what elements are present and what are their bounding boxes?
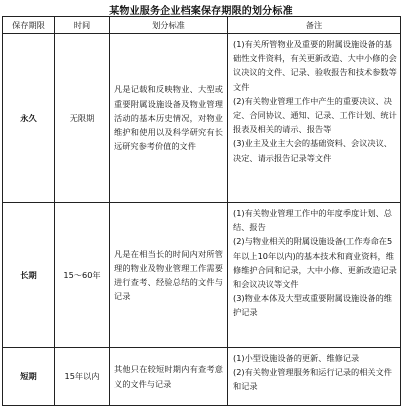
note-item: (1)有关物业管理工作中的年度季度计划、总结、报告 <box>233 208 392 233</box>
time-cell: 15年以内 <box>55 348 110 406</box>
header-time: 时间 <box>55 17 110 34</box>
note-item: (2)有关物业管理工作中产生的重要决议、决定、合同协议、通知、记录、工作计划、统计报表及相关的请示、报告等 <box>233 95 397 135</box>
period-cell: 短期 <box>3 348 55 406</box>
period-cell: 长期 <box>3 203 55 348</box>
period-cell: 永久 <box>3 34 55 203</box>
time-cell: 15～60年 <box>55 203 110 348</box>
time-cell: 无限期 <box>55 34 110 203</box>
note-item: (2)与物业相关的附属设施设备(工作寿命在5年以上10年以内)的基本技术和商业资料，维修维护合同和记录，大中小修、更新改造记录和会议决议等文件 <box>233 236 397 290</box>
page-title: 某物业服务企业档案保存期限的划分标准 <box>109 6 293 17</box>
standard-cell: 凡是记载和反映物业、大型或重要附属设施设备及物业管理活动的基本历史情况，对物业维护和使用以及科学研究有长远研究参考价值的文件 <box>110 34 228 203</box>
standard-cell: 凡是在相当长的时间内对所管理的物业及物业管理工作需要进行查考、经验总结的文件与记录 <box>110 203 228 348</box>
note-item: (3)业主及业主大会的基础资料、会议决议、决定、请示报告记录等文件 <box>233 138 392 163</box>
note-item: (1)有关所管物业及重要的附属设施设备的基础性文件资料，有关更新改造、大中小修的会议决议的文件、记录、验收报告和技术参数等文件 <box>233 39 397 92</box>
note-item: (3)物业本体及大型或重要附属设施设备的维护记录 <box>233 293 392 318</box>
table-row-permanent <box>3 34 401 203</box>
header-notes: 备注 <box>228 17 401 34</box>
notes-cell <box>228 203 401 348</box>
header-standard: 划分标准 <box>110 17 228 34</box>
notes-cell <box>228 348 401 406</box>
standard-cell: 其他只在较短时期内有查考意义的文件与记录 <box>110 348 228 406</box>
table-row-long-term <box>3 203 401 348</box>
note-item: (1)小型设施设备的更新、维修记录 <box>233 353 360 363</box>
header-period: 保存期限 <box>3 17 55 34</box>
retention-table <box>2 16 401 406</box>
notes-cell <box>228 34 401 203</box>
table-row-short-term <box>3 348 401 406</box>
table-header-row <box>3 17 401 34</box>
note-item: (2)有关物业管理服务和运行记录的相关文件和记录 <box>233 367 392 392</box>
